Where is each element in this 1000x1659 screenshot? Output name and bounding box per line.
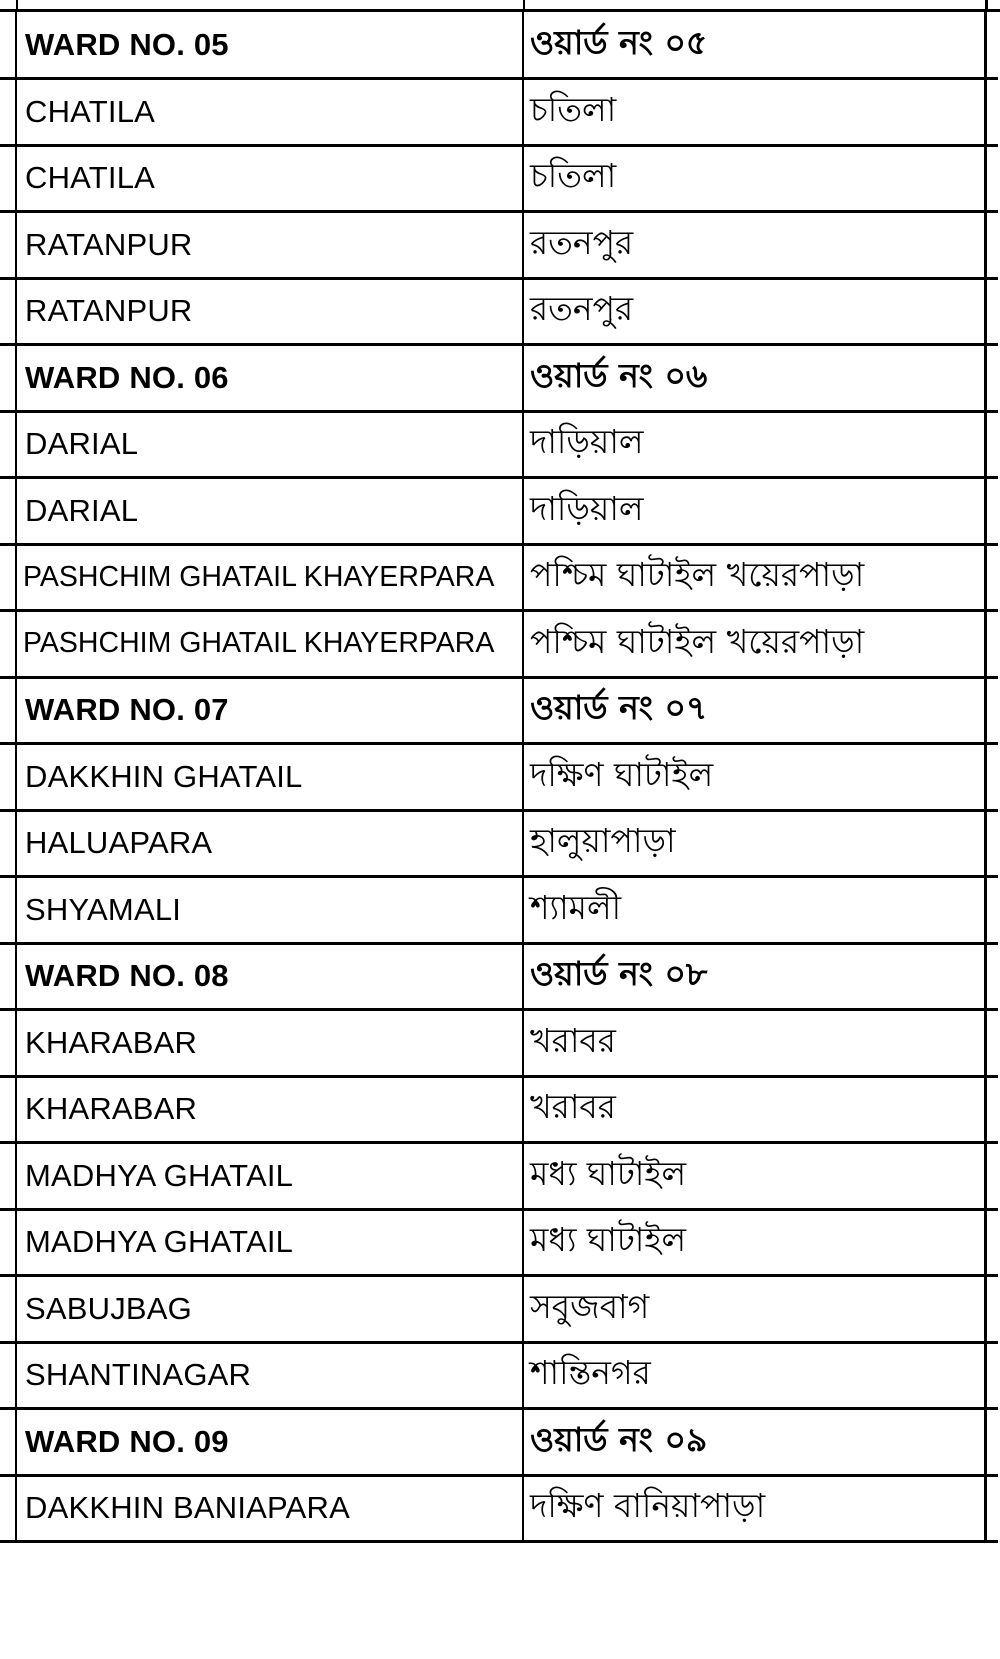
table-row	[0, 810, 998, 877]
ward-heading-row	[0, 677, 998, 744]
row-left-margin	[0, 1409, 16, 1476]
table-row	[0, 1143, 998, 1210]
row-right-margin	[985, 677, 998, 744]
row-right-margin	[985, 345, 998, 412]
area-name-bengali: রতনপুর	[523, 212, 985, 279]
area-name-english: MADHYA GHATAIL	[16, 1143, 523, 1210]
row-left-margin	[0, 345, 16, 412]
area-name-bengali: দাড়িয়াল	[523, 478, 985, 545]
row-left-margin	[0, 278, 16, 345]
table-row	[0, 1010, 998, 1077]
row-right-margin	[985, 12, 998, 79]
area-name-english: CHATILA	[16, 79, 523, 146]
row-right-margin	[985, 278, 998, 345]
table-row	[0, 877, 998, 944]
area-name-english: DARIAL	[16, 411, 523, 478]
table-row	[0, 1209, 998, 1276]
table-row	[0, 79, 998, 146]
row-right-margin	[985, 744, 998, 811]
row-left-margin	[0, 611, 16, 678]
area-name-bengali: খরাবর	[523, 1010, 985, 1077]
table-row	[0, 1076, 998, 1143]
ward-table-body	[0, 12, 998, 1542]
area-name-bengali: রতনপুর	[523, 278, 985, 345]
row-left-margin	[0, 544, 16, 611]
ward-heading-row	[0, 1409, 998, 1476]
area-name-bengali: চতিলা	[523, 79, 985, 146]
row-left-margin	[0, 1010, 16, 1077]
row-left-margin	[0, 145, 16, 212]
ward-number-english: WARD NO. 07	[16, 677, 523, 744]
table-row	[0, 611, 998, 678]
ward-heading-row	[0, 943, 998, 1010]
area-name-english: DARIAL	[16, 478, 523, 545]
table-row	[0, 145, 998, 212]
table-row	[0, 212, 998, 279]
table-row	[0, 278, 998, 345]
row-left-margin	[0, 12, 16, 79]
row-left-margin	[0, 943, 16, 1010]
row-right-margin	[985, 943, 998, 1010]
row-left-margin	[0, 1076, 16, 1143]
ward-number-bengali: ওয়ার্ড নং ০৮	[523, 943, 985, 1010]
area-name-english: PASHCHIM GHATAIL KHAYERPARA	[16, 611, 523, 678]
table-row	[0, 478, 998, 545]
row-right-margin	[985, 1409, 998, 1476]
ward-number-english: WARD NO. 08	[16, 943, 523, 1010]
row-right-margin	[985, 1143, 998, 1210]
row-left-margin	[0, 1143, 16, 1210]
table-top-border	[0, 0, 1000, 12]
area-name-english: SHANTINAGAR	[16, 1342, 523, 1409]
ward-area-table	[0, 12, 998, 1543]
row-right-margin	[985, 478, 998, 545]
ward-number-bengali: ওয়ার্ড নং ০৫	[523, 12, 985, 79]
area-name-english: PASHCHIM GHATAIL KHAYERPARA	[16, 544, 523, 611]
ward-number-bengali: ওয়ার্ড নং ০৭	[523, 677, 985, 744]
column-divider	[523, 0, 525, 12]
area-name-english: HALUAPARA	[16, 810, 523, 877]
area-name-bengali: শান্তিনগর	[523, 1342, 985, 1409]
ward-heading-row	[0, 345, 998, 412]
ward-heading-row	[0, 12, 998, 79]
table-row	[0, 744, 998, 811]
row-right-margin	[985, 1276, 998, 1343]
table-row	[0, 544, 998, 611]
row-right-margin	[985, 79, 998, 146]
area-name-bengali: দক্ষিণ ঘাটাইল	[523, 744, 985, 811]
table-row	[0, 1342, 998, 1409]
ward-number-english: WARD NO. 06	[16, 345, 523, 412]
ward-number-bengali: ওয়ার্ড নং ০৬	[523, 345, 985, 412]
area-name-english: MADHYA GHATAIL	[16, 1209, 523, 1276]
row-right-margin	[985, 1209, 998, 1276]
row-right-margin	[985, 411, 998, 478]
area-name-bengali: চতিলা	[523, 145, 985, 212]
area-name-bengali: পশ্চিম ঘাটাইল খয়েরপাড়া	[523, 544, 985, 611]
row-right-margin	[985, 877, 998, 944]
area-name-bengali: দক্ষিণ বানিয়াপাড়া	[523, 1475, 985, 1542]
area-name-bengali: শ্যামলী	[523, 877, 985, 944]
row-left-margin	[0, 1209, 16, 1276]
area-name-english: RATANPUR	[16, 278, 523, 345]
ward-number-bengali: ওয়ার্ড নং ০৯	[523, 1409, 985, 1476]
row-left-margin	[0, 212, 16, 279]
area-name-english: KHARABAR	[16, 1076, 523, 1143]
area-name-bengali: মধ্য ঘাটাইল	[523, 1143, 985, 1210]
row-left-margin	[0, 79, 16, 146]
ward-number-english: WARD NO. 05	[16, 12, 523, 79]
row-left-margin	[0, 877, 16, 944]
area-name-english: DAKKHIN GHATAIL	[16, 744, 523, 811]
row-left-margin	[0, 1475, 16, 1542]
area-name-bengali: খরাবর	[523, 1076, 985, 1143]
area-name-english: DAKKHIN BANIAPARA	[16, 1475, 523, 1542]
row-right-margin	[985, 611, 998, 678]
table-row	[0, 1475, 998, 1542]
row-left-margin	[0, 1276, 16, 1343]
row-left-margin	[0, 677, 16, 744]
area-name-bengali: দাড়িয়াল	[523, 411, 985, 478]
area-name-bengali: পশ্চিম ঘাটাইল খয়েরপাড়া	[523, 611, 985, 678]
area-name-english: SABUJBAG	[16, 1276, 523, 1343]
area-name-bengali: হালুয়াপাড়া	[523, 810, 985, 877]
row-left-margin	[0, 1342, 16, 1409]
column-divider	[16, 0, 18, 12]
row-left-margin	[0, 744, 16, 811]
area-name-bengali: সবুজবাগ	[523, 1276, 985, 1343]
column-divider	[985, 0, 988, 12]
row-right-margin	[985, 1475, 998, 1542]
area-name-bengali: মধ্য ঘাটাইল	[523, 1209, 985, 1276]
area-name-english: CHATILA	[16, 145, 523, 212]
row-right-margin	[985, 1076, 998, 1143]
area-name-english: RATANPUR	[16, 212, 523, 279]
area-name-english: KHARABAR	[16, 1010, 523, 1077]
row-right-margin	[985, 544, 998, 611]
table-row	[0, 411, 998, 478]
row-left-margin	[0, 478, 16, 545]
ward-number-english: WARD NO. 09	[16, 1409, 523, 1476]
row-right-margin	[985, 1010, 998, 1077]
row-right-margin	[985, 1342, 998, 1409]
row-left-margin	[0, 810, 16, 877]
row-right-margin	[985, 145, 998, 212]
table-row	[0, 1276, 998, 1343]
row-right-margin	[985, 212, 998, 279]
area-name-english: SHYAMALI	[16, 877, 523, 944]
row-left-margin	[0, 411, 16, 478]
row-right-margin	[985, 810, 998, 877]
